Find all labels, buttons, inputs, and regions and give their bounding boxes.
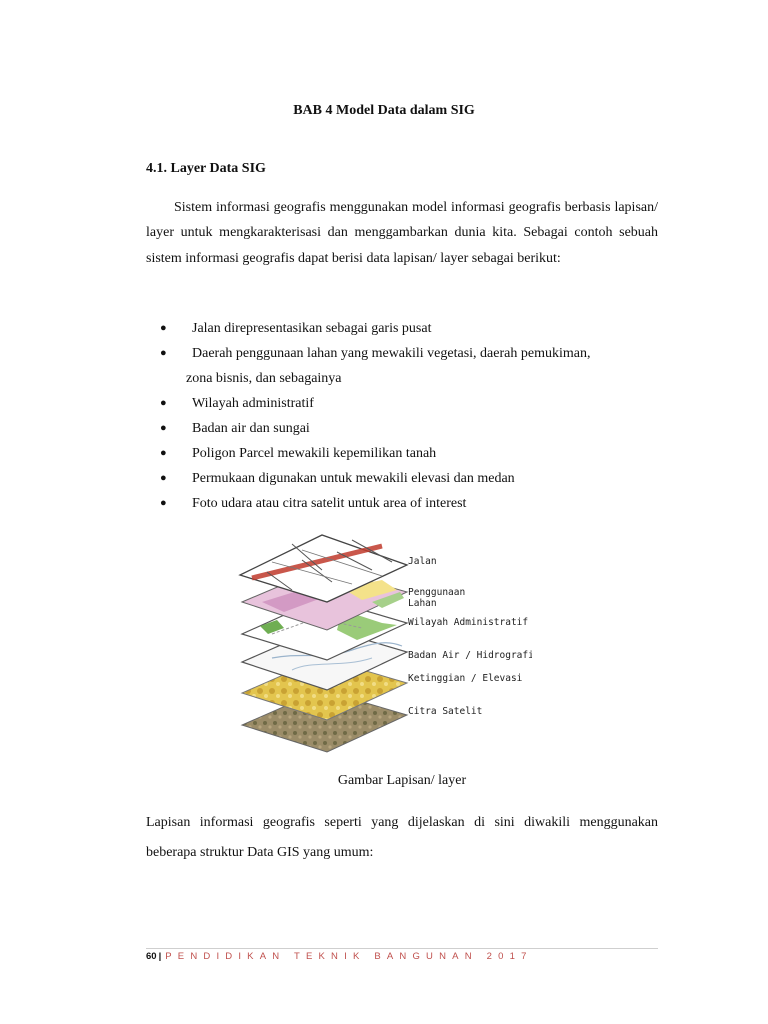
footer-divider — [146, 948, 658, 949]
chapter-title: BAB 4 Model Data dalam SIG — [293, 103, 475, 118]
list-item: ● Badan air dan sungai — [146, 416, 658, 441]
list-item: ● Permukaan digunakan untuk mewakili elevasi dan medan — [146, 466, 658, 491]
bullet-icon: ● — [160, 497, 167, 509]
list-item: ● Poligon Parcel mewakili kepemilikan tanah — [146, 441, 658, 466]
list-item: ● Foto udara atau citra satelit untuk area of interest — [146, 491, 658, 516]
closing-paragraph: Lapisan informasi geografis seperti yang dijelaskan di sini diwakili menggunakan beberapa struktur Data GIS yang umum: — [146, 815, 658, 860]
list-item: ● Jalan direpresentasikan sebagai garis pusat — [146, 316, 658, 341]
running-title: PENDIDIKAN TEKNIK BANGUNAN 2017 — [165, 951, 533, 962]
bullet-icon: ● — [160, 472, 167, 484]
label-badan-air: Badan Air / Hidrografi — [408, 650, 532, 661]
label-ketinggian: Ketinggian / Elevasi — [408, 673, 523, 684]
label-penggunaan-lahan-2: Lahan — [408, 598, 437, 609]
label-jalan: Jalan — [408, 556, 437, 567]
label-wilayah-administratif: Wilayah Administratif — [408, 617, 529, 628]
list-item-continuation: zona bisnis, dan sebagainya — [186, 371, 342, 386]
list-item: ● Daerah penggunaan lahan yang mewakili vegetasi, daerah pemukiman, zona bisnis, dan sebagainya — [146, 341, 658, 391]
page-footer — [146, 951, 533, 962]
intro-paragraph: Sistem informasi geografis menggunakan model informasi geografis berbasis lapisan/ layer untuk mengkarakterisasi dan menggambarkan dunia kita. Sebagai contoh sebuah sistem informasi geografis dapat berisi data lapisan/ layer sebagai berikut: — [146, 200, 658, 266]
bullet-icon: ● — [160, 422, 167, 434]
section-heading: 4.1. Layer Data SIG — [146, 161, 266, 176]
footer-separator: | — [158, 951, 162, 962]
bullet-icon: ● — [160, 397, 167, 409]
bullet-icon: ● — [160, 447, 167, 459]
page-number: 60 — [146, 951, 157, 962]
list-item: ● Wilayah administratif — [146, 391, 658, 416]
figure-caption: Gambar Lapisan/ layer — [337, 773, 467, 788]
gis-layers-figure — [232, 530, 532, 758]
label-penggunaan-lahan-1: Penggunaan — [408, 587, 466, 598]
bullet-icon: ● — [160, 347, 167, 359]
label-citra-satelit: Citra Satelit — [408, 706, 483, 717]
bullet-icon: ● — [160, 322, 167, 334]
layer-list — [146, 316, 658, 516]
